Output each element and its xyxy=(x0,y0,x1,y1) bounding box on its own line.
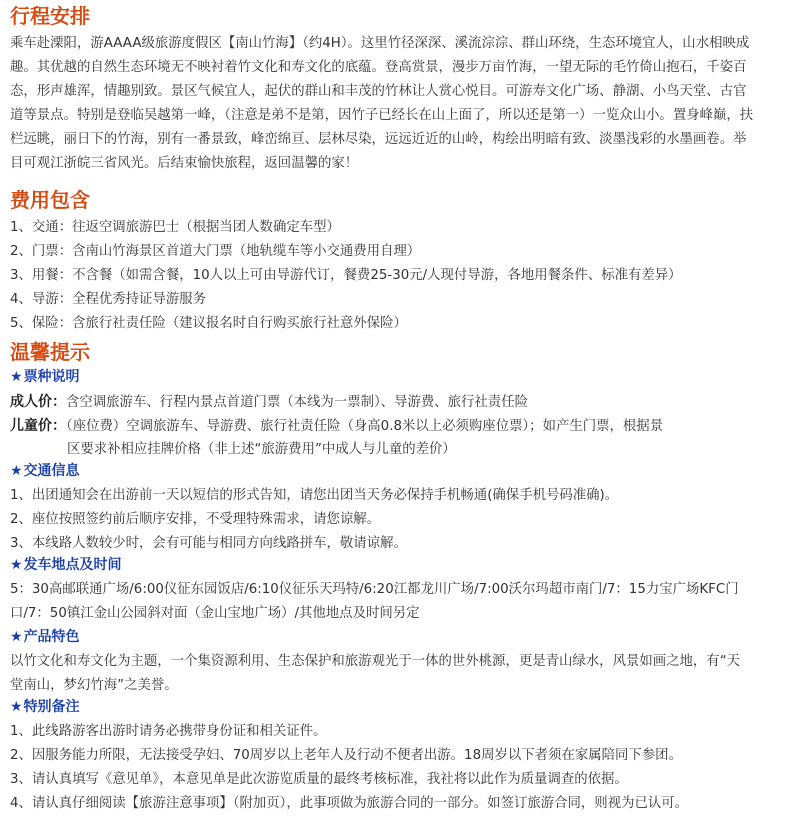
child-price-text-cont: 区要求补相应挂牌价格（非上述“旅游费用”中成人与儿童的差价） xyxy=(67,442,456,457)
traffic-title: 交通信息 xyxy=(23,463,80,479)
note-item: 2、因服务能力所限，无法接受孕妇、70周岁以上老年人及行动不便者出游。18周岁以下者须在家属陪同下参团。 xyxy=(10,748,682,763)
features-line: 堂南山，梦幻竹海”之美誉。 xyxy=(10,678,178,693)
itinerary-line-6: 目可观江浙皖三省风光。后结束愉快旅程，返回温馨的家！ xyxy=(10,156,359,171)
adult-price-row xyxy=(10,390,528,415)
notes-subheading xyxy=(10,696,80,718)
tips-heading: 温馨提示 xyxy=(10,340,90,364)
star-icon: ★ xyxy=(10,463,23,479)
note-item: 3、请认真填写《意见单》，本意见单是此次游览质量的最终考核标准，我社将以此作为质量调查的依据。 xyxy=(10,772,628,787)
notes-title: 特别备注 xyxy=(23,699,80,715)
ticket-title: 票种说明 xyxy=(23,369,80,385)
features-title: 产品特色 xyxy=(23,629,80,645)
traffic-subheading xyxy=(10,460,80,482)
star-icon: ★ xyxy=(10,557,23,573)
departure-title: 发车地点及时间 xyxy=(23,557,122,573)
fees-heading: 费用包含 xyxy=(10,188,90,212)
child-price-text: （座位费）空调旅游车、导游费、旅行社责任险（身高0.8米以上必须购座位票）；如产生门票，根据景 xyxy=(66,419,664,434)
itinerary-line-5: 栏远眺，丽日下的竹海，别有一番景致，峰峦绵亘、层林尽染，远远近近的山岭，构绘出明暗有致、淡墨浅彩的水墨画卷。举 xyxy=(10,132,747,147)
star-icon: ★ xyxy=(10,629,23,645)
note-item: 4、请认真仔细阅读【旅游注意事项】（附加页），此事项做为旅游合同的一部分。如签订旅游合同，则视为已认可。 xyxy=(10,796,689,811)
itinerary-line-2: 趣。其优越的自然生态环境无不映衬着竹文化和寿文化的底蕴。登高赏景，漫步万亩竹海，一望无际的毛竹倚山抱石，千姿百 xyxy=(10,60,747,75)
adult-price-text: 含空调旅游车、行程内景点首道门票（本线为一票制）、导游费、旅行社责任险 xyxy=(66,395,528,410)
traffic-item: 3、本线路人数较少时，会有可能与相同方向线路拼车，敬请谅解。 xyxy=(10,536,407,551)
fee-item-ticket: 2、门票：含南山竹海景区首道大门票（地轨缆车等小交通费用自理） xyxy=(10,244,421,259)
features-line: 以竹文化和寿文化为主题，一个集资源利用、生态保护和旅游观光于一体的世外桃源，更是青山绿水，风景如画之地，有“天 xyxy=(10,654,741,669)
fee-item-meal: 3、用餐：不含餐（如需含餐，10人以上可由导游代订，餐费25-30元/人现付导游，各地用餐条件、标准有差异） xyxy=(10,268,682,283)
departure-line: 口/7：50镇江金山公园斜对面（金山宝地广场）/其他地点及时间另定 xyxy=(10,606,420,621)
itinerary-line-1: 乘车赴溧阳，游AAAA级旅游度假区【南山竹海】（约4H）。这里竹径深深、溪流淙淙、群山环绕，生态环境宜人，山水相映成 xyxy=(10,36,750,51)
star-icon: ★ xyxy=(10,369,23,385)
ticket-subheading xyxy=(10,366,80,388)
features-subheading xyxy=(10,626,80,648)
departure-line: 5：30高邮联通广场/6:00仪征东园饭店/6:10仪征乐天玛特/6:20江都龙川广场/7:00沃尔玛超市南门/7：15力宝广场KFC门 xyxy=(10,582,739,597)
departure-subheading xyxy=(10,554,122,576)
itinerary-line-4: 道等景点。特别是登临吴越第一峰，（注意是弟不是第，因竹子已经长在山上面了，所以还是第一）一览众山小。置身峰巅，扶 xyxy=(10,108,754,123)
child-price-label: 儿童价： xyxy=(10,418,66,434)
traffic-item: 2、座位按照签约前后顺序安排，不受理特殊需求，请您谅解。 xyxy=(10,512,381,527)
itinerary-line xyxy=(10,32,749,56)
fee-item-transport: 1、交通：往返空调旅游巴士（根据当团人数确定车型） xyxy=(10,220,340,235)
itinerary-line-3: 态，形声雄浑，情趣别致。景区气候宜人，起伏的群山和丰茂的竹林让人赏心悦目。可游寿文化广场、静湖、小鸟天堂、古官 xyxy=(10,84,747,99)
adult-price-label: 成人价： xyxy=(10,394,66,410)
itinerary-heading: 行程安排 xyxy=(10,4,90,28)
star-icon: ★ xyxy=(10,699,23,715)
child-price-row xyxy=(10,414,663,439)
fee-item-insurance: 5、保险：含旅行社责任险（建议报名时自行购买旅行社意外保险） xyxy=(10,316,407,331)
fee-item-guide: 4、导游：全程优秀持证导游服务 xyxy=(10,292,206,307)
traffic-item: 1、出团通知会在出游前一天以短信的形式告知，请您出团当天务必保持手机畅通(确保手机号码准确)。 xyxy=(10,488,619,503)
note-item: 1、此线路游客出游时请务必携带身份证和相关证件。 xyxy=(10,724,327,739)
